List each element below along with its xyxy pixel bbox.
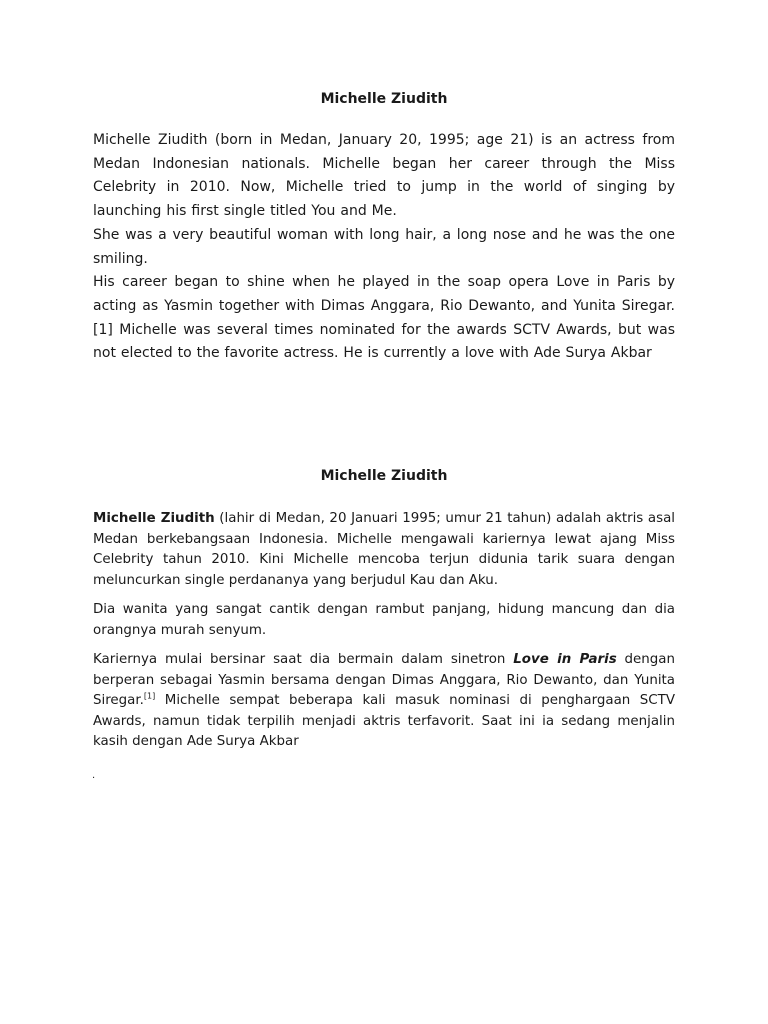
paragraph-3-text-after: Michelle sempat beberapa kali masuk nominasi di penghargaan SCTV Awards, namun tidak terpilih menjadi aktris terfavorit. Saat ini ia sedang menjalin kasih dengan Ade Surya Akbar	[93, 693, 675, 749]
english-paragraph-3: His career began to shine when he played in the soap opera Love in Paris by acting as Yasmin together with Dimas Anggara, Rio Dewanto, and Yunita Siregar. [1] Michelle was several times nominated for the awards SCTV Awards, but was not elected to the favorite actress. He is currently a love with Ade Surya Akbar	[93, 274, 675, 362]
english-paragraph-1: Michelle Ziudith (born in Medan, January 20, 1995; age 21) is an actress from Medan Indonesian nationals. Michelle began her career through the Miss Celebrity in 2010. Now, Michelle tried to jump in the world of singing by launching his first single titled You and Me.	[93, 132, 675, 220]
english-section	[93, 91, 675, 366]
english-paragraph-2: She was a very beautiful woman with long hair, a long nose and he was the one smiling.	[93, 226, 675, 267]
reference-marker[interactable]: [1]	[143, 691, 156, 701]
english-title: Michelle Ziudith	[320, 91, 448, 107]
indonesian-paragraph-1	[93, 509, 675, 591]
indonesian-title: Michelle Ziudith	[320, 468, 448, 484]
indonesian-section	[93, 468, 675, 762]
paragraph-3-text-middle: dengan berperan sebagai Yasmin bersama dengan Dimas Anggara, Rio Dewanto, dan Yunita Siregar.	[93, 652, 675, 708]
subject-name: Michelle Ziudith	[93, 511, 215, 526]
paragraph-1-text: (lahir di Medan, 20 Januari 1995; umur 21 tahun) adalah aktris asal Medan berkebangsaan Indonesia. Michelle mengawali kariernya lewat ajang Miss Celebrity tahun 2010. Kini Michelle mencoba terjun didunia tarik suara dengan meluncurkan single perdananya yang berjudul Kau dan Aku.	[93, 511, 675, 588]
show-title: Love in Paris	[513, 652, 617, 667]
trailing-dot: .	[92, 770, 96, 781]
indonesian-paragraph-3	[93, 650, 675, 753]
paragraph-3-text-before: Kariernya mulai bersinar saat dia bermain dalam sinetron	[93, 652, 514, 667]
indonesian-paragraph-2: Dia wanita yang sangat cantik dengan rambut panjang, hidung mancung dan dia orangnya murah senyum.	[93, 602, 675, 638]
